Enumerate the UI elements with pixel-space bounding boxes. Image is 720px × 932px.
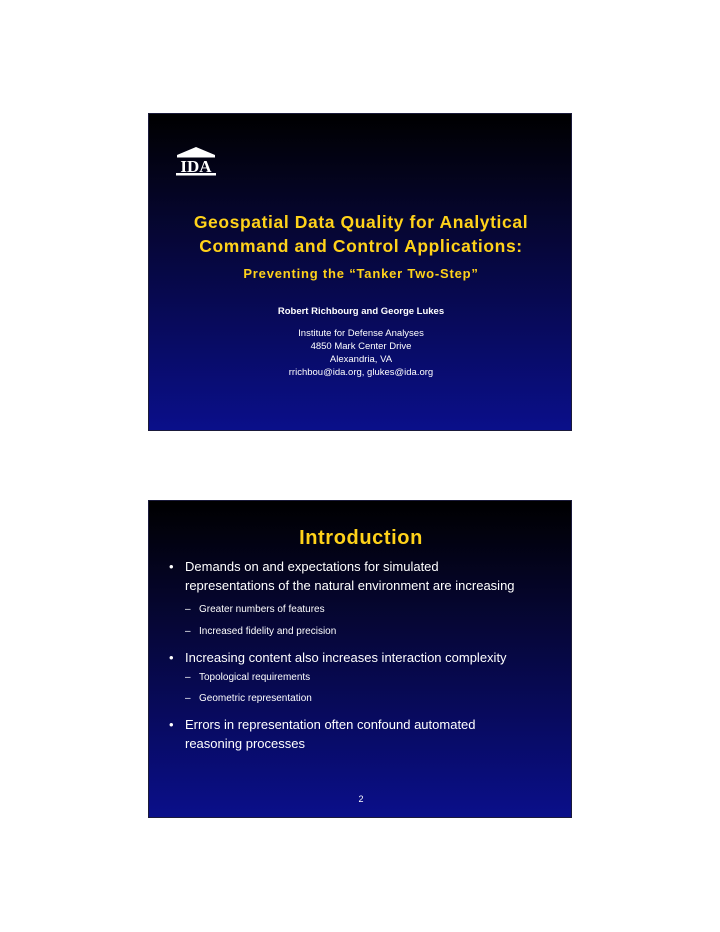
slide-title-line-1: Geospatial Data Quality for Analytical xyxy=(193,212,529,232)
bullet-glyph: • xyxy=(169,650,174,665)
bullet-glyph: • xyxy=(169,559,174,574)
sub-bullet-text: Geometric representation xyxy=(199,693,312,704)
ida-logo xyxy=(173,146,219,176)
slide-title: Introduction xyxy=(299,527,423,549)
dash-glyph: – xyxy=(185,626,191,637)
sub-bullet-text: Topological requirements xyxy=(199,672,311,683)
sub-bullet-item xyxy=(185,672,545,683)
dash-glyph: – xyxy=(185,604,191,615)
title-slide xyxy=(148,113,572,431)
sub-bullet-item xyxy=(185,604,545,615)
bullet-item xyxy=(169,648,559,667)
introduction-slide xyxy=(148,500,572,818)
affiliation-institute: Institute for Defense Analyses xyxy=(298,328,424,339)
bullet-item xyxy=(169,715,559,753)
affiliation-city: Alexandria, VA xyxy=(329,354,393,365)
bullet-item xyxy=(169,557,559,595)
slide-title-line-2: Command and Control Applications: xyxy=(199,236,523,256)
affiliation-emails: rrichbou@ida.org, glukes@ida.org xyxy=(288,367,434,378)
bullet-glyph: • xyxy=(169,717,174,732)
logo-text: IDA xyxy=(180,157,212,176)
authors: Robert Richbourg and George Lukes xyxy=(277,306,445,317)
affiliation-street: 4850 Mark Center Drive xyxy=(310,341,412,352)
sub-bullet-text: Greater numbers of features xyxy=(199,604,325,615)
dash-glyph: – xyxy=(185,693,191,704)
page-number: 2 xyxy=(358,794,364,804)
dash-glyph: – xyxy=(185,672,191,683)
bullet-text-line-2: reasoning processes xyxy=(185,736,305,751)
bullet-text-line-1: Demands on and expectations for simulated xyxy=(185,559,439,574)
sub-bullet-item xyxy=(185,693,545,704)
slide-subtitle: Preventing the “Tanker Two-Step” xyxy=(243,266,479,281)
sub-bullet-item xyxy=(185,626,545,637)
bullet-text-line-2: representations of the natural environment are increasing xyxy=(185,578,515,593)
bullet-text-line-1: Errors in representation often confound automated xyxy=(185,717,476,732)
sub-bullet-text: Increased fidelity and precision xyxy=(199,626,337,637)
bullet-text-line-1: Increasing content also increases interaction complexity xyxy=(185,650,507,665)
